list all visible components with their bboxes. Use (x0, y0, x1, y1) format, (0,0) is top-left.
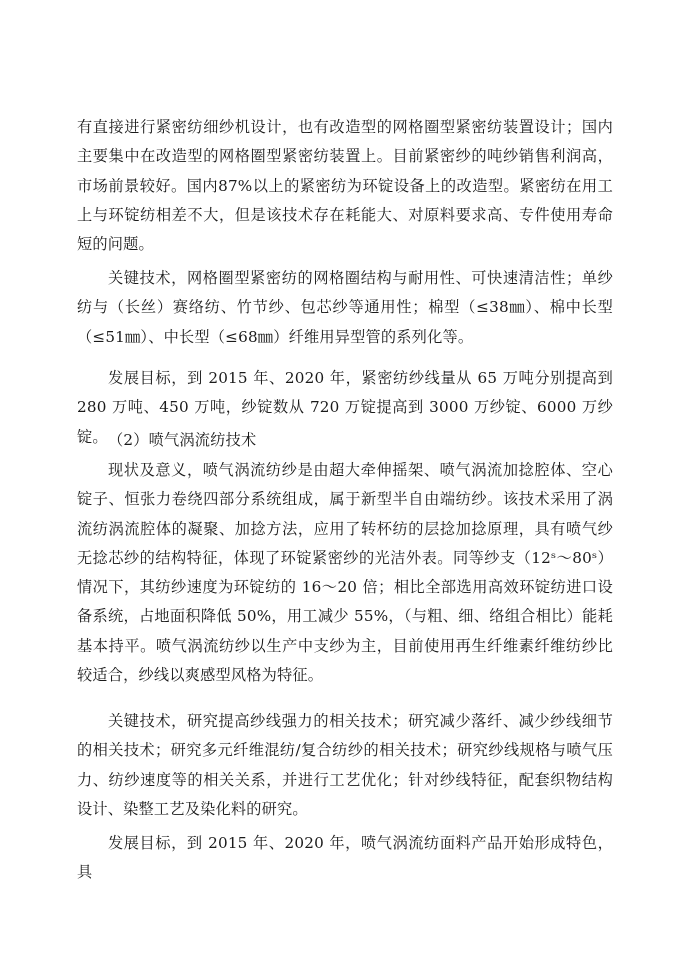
paragraph-compact-spinning-status: 有直接进行紧密纺细纱机设计，也有改造型的网格圈型紧密纺装置设计；国内主要集中在改造型的网格圈型紧密纺装置上。目前紧密纱的吨纱销售利润高，市场前景较好。国内87%以上的紧密纺为环锭设备上的改造型。紧密纺在用工上与环锭纺相差不大，但是该技术存在耗能大、对原料要求高、专件使用寿命短的问题。 (77, 118, 613, 254)
paragraph-compact-goals: 发展目标，到 2015 年、2020 年，紧密纺纱线量从 65 万吨分别提高到 280 万吨、450 万吨，纱锭数从 720 万锭提高到 3000 万纱锭、6000 万纱锭。 (77, 369, 613, 446)
paragraph-air-vortex-goals: 发展目标，到 2015 年、2020 年，喷气涡流纺面料产品开始形成特色，具 (77, 834, 613, 882)
paragraph-air-vortex-status: 现状及意义，喷气涡流纺纱是由超大牵伸摇架、喷气涡流加捻腔体、空心锭子、恒张力卷绕四部分系统组成，属于新型半自由端纺纱。该技术采用了涡流纺涡流腔体的凝聚、加捻方法，应用了转杯纺的层捻加捻原理，具有喷气纱无捻芯纱的结构特征，体现了环锭紧密纱的光洁外表。同等纱支（12ˢ～80ˢ）情况下，其纺纱速度为环锭纺的 16～20 倍；相比全部选用高效环锭纺进口设备系统，占地面积降低 50%，用工减少 55%，（与粗、细、络组合相比）能耗基本持平。喷气涡流纺纱以生产中支纱为主，目前使用再生纤维素纤维纺纱比较适合，纱线以爽感型风格为特征。 (77, 461, 613, 685)
paragraph-compact-key-tech: 关键技术，网格圈型紧密纺的网格圈结构与耐用性、可快速清洁性；单纱纺与（长丝）赛络纺、竹节纱、包芯纱等通用性；棉型（≤38㎜）、棉中长型（≤51㎜）、中长型（≤68㎜）纤维用异型管的系列化等。 (77, 269, 613, 346)
section-heading-air-vortex: （2）喷气涡流纺技术 (108, 431, 257, 449)
paragraph-air-vortex-key-tech: 关键技术，研究提高纱线强力的相关技术；研究减少落纤、减少纱线细节的相关技术；研究多元纤维混纺/复合纺纱的相关技术；研究纱线规格与喷气压力、纺纱速度等的相关关系，并进行工艺优化；针对纱线特征，配套织物结构设计、染整工艺及染化料的研究。 (77, 712, 613, 818)
